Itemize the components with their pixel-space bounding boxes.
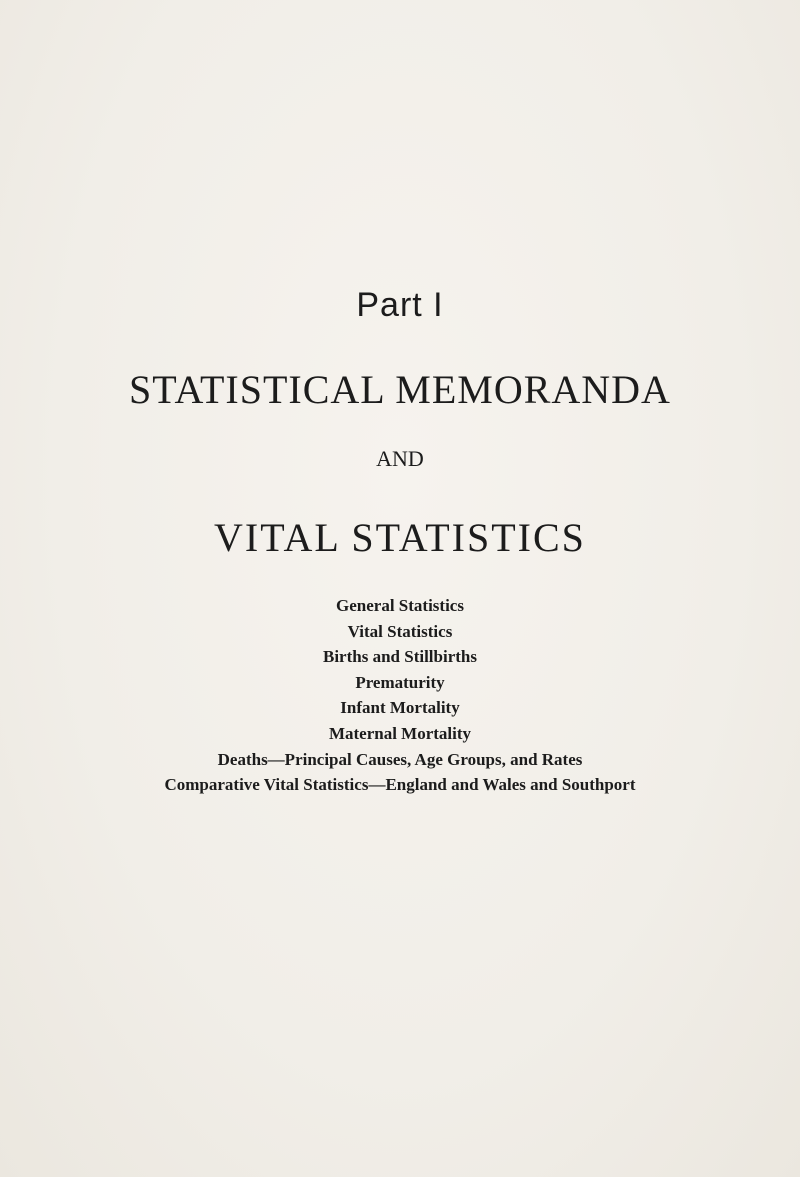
contents-item: Prematurity: [355, 672, 445, 692]
contents-item: General Statistics: [336, 596, 464, 615]
part-title: Part I: [356, 286, 444, 324]
sub-title: VITAL STATISTICS: [214, 515, 586, 560]
contents-list: [0, 593, 800, 798]
contents-item: Comparative Vital Statistics—England and Wales and Southport: [164, 775, 636, 795]
conjunction: AND: [376, 446, 424, 471]
contents-item: Maternal Mortality: [328, 723, 472, 743]
contents-item: Infant Mortality: [340, 698, 460, 718]
contents-item: Vital Statistics: [347, 621, 453, 641]
main-title: STATISTICAL MEMORANDA: [129, 367, 671, 412]
contents-item: Births and Stillbirths: [323, 647, 477, 667]
contents-item: Deaths—Principal Causes, Age Groups, and Rates: [217, 749, 583, 769]
